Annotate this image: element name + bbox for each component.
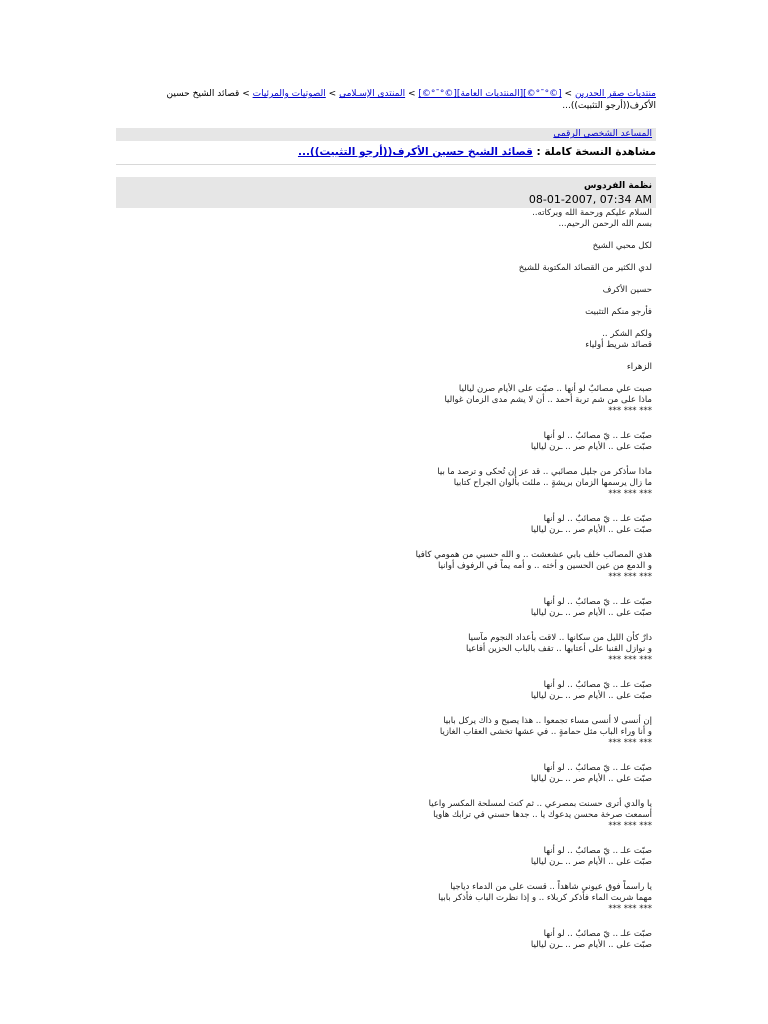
post-line: صبّت علـ .. يّ مصائبٌ .. لو أنها [543, 846, 652, 856]
post-date: 08-01-2007, 07:34 AM [528, 193, 652, 206]
post-body [116, 208, 656, 951]
breadcrumb-separator: > [242, 89, 250, 99]
verse-separator: *** *** *** [608, 655, 652, 665]
post-paragraph [120, 716, 652, 749]
post-paragraph [120, 241, 652, 252]
post-paragraph [120, 514, 652, 536]
post-paragraph [120, 329, 652, 351]
post-line: صبّت علـ .. يّ مصائبٌ .. لو أنها [543, 597, 652, 607]
post-paragraph [120, 285, 652, 296]
post-line: لدي الكثير من القصائد المكتوبة للشيخ [518, 263, 652, 273]
breadcrumb-link-forum-home[interactable]: منتديات صقر الحدرين [574, 89, 656, 99]
post-line: السلام عليكم ورحمة الله وبركاته.. [532, 208, 652, 218]
breadcrumb-separator: > [564, 89, 573, 99]
post-paragraph [120, 467, 652, 500]
post-paragraph [120, 597, 652, 619]
post-paragraph [120, 307, 652, 318]
post-line: لكل محبي الشيخ [592, 241, 652, 251]
post-paragraph [120, 362, 652, 373]
assistant-bar [116, 128, 656, 141]
personal-assistant-link[interactable]: المساعد الشخصي الرقمي [553, 129, 652, 139]
post-line: يا والدي أترى حسنت بمصرعي .. ثم كنت لمسلحة المكسر واعيا [428, 799, 652, 809]
archive-page [116, 88, 656, 951]
post-line: هذي المصائب خلف بابي عشعشت .. و الله حسبي من همومي كافيا [415, 550, 652, 560]
thread-title-link[interactable]: قصائد الشيخ حسين الأكرف((أرجو التثبيت))... [297, 146, 533, 158]
post-paragraph [120, 208, 652, 230]
post-line: قصائد شريط أولياء [585, 340, 652, 350]
post-line: الزهراء [626, 362, 652, 372]
post-line: ولكم الشكر .. [602, 329, 652, 339]
breadcrumb-current: قصائد الشيخ حسين الأكرف((أرجو التثبيت))... [166, 89, 656, 111]
post-paragraph [120, 384, 652, 417]
post-line: صبّت على .. الأيام صر .. ـرن لياليا [530, 442, 652, 452]
post-line: صبّت على .. الأيام صر .. ـرن لياليا [530, 774, 652, 784]
post-line: و أنا وراء الباب مثل حمامةٍ .. في عشها تخشى العقاب الغازيا [439, 727, 652, 737]
post-line: بسم الله الرحمن الرحيم... [558, 219, 652, 229]
verse-separator: *** *** *** [608, 572, 652, 582]
post-paragraph [120, 550, 652, 583]
post-line: ما زال يرسمها الزمان بريشةٍ .. ملئت بألوان الجراح كتابيا [453, 478, 652, 488]
post-line: صبّت على .. الأيام صر .. ـرن لياليا [530, 525, 652, 535]
post-paragraph [120, 763, 652, 785]
post-paragraph [120, 846, 652, 868]
verse-separator: *** *** *** [608, 406, 652, 416]
post-line: صبّت على .. الأيام صر .. ـرن لياليا [530, 608, 652, 618]
post-line: صبّت على .. الأيام صر .. ـرن لياليا [530, 857, 652, 867]
breadcrumb-separator: > [328, 89, 337, 99]
post-line: دارٌ كأن الليل من سكانها .. لاقت بأعداد النجوم مآسيا [468, 633, 652, 643]
verse-separator: *** *** *** [608, 821, 652, 831]
verse-separator: *** *** *** [608, 738, 652, 748]
post-paragraph [120, 929, 652, 951]
post-line: صبّت علـ .. يّ مصائبٌ .. لو أنها [543, 763, 652, 773]
view-full-version-line [116, 144, 656, 160]
breadcrumb [116, 88, 656, 112]
post-header [116, 177, 656, 208]
post-line: إن أنسى لا أنسى مساء تجمعوا .. هذا يصيح و ذاك يركل بابيا [443, 716, 652, 726]
post-line: صبّت علـ .. يّ مصائبٌ .. لو أنها [543, 514, 652, 524]
post-line: صبّت علـ .. يّ مصائبٌ .. لو أنها [543, 431, 652, 441]
post-paragraph [120, 431, 652, 453]
post-paragraph [120, 633, 652, 666]
post-paragraph [120, 680, 652, 702]
breadcrumb-link-general-forums[interactable]: [©°¯°©][المنتديات العامة][©°¯°©] [418, 89, 562, 99]
post-line: صبت علي مصائبٌ لو أنها .. صبّت على الأيام صرن لياليا [458, 384, 652, 394]
post-line: صبّت علـ .. يّ مصائبٌ .. لو أنها [543, 680, 652, 690]
post-line: صبّت على .. الأيام صر .. ـرن لياليا [530, 691, 652, 701]
post-line: ماذا سأذكر من جليل مصائبي .. قد عز إن تُحكى و ترصد ما بيا [437, 467, 652, 477]
post-line: و نوازل القنبا على أعتابها .. تقف بالباب الحزين أفاعيا [466, 644, 652, 654]
post-line: مهما شربت الماء فأذكر كربلاء .. و إذا نظرت الباب فأذكر بابيا [438, 893, 652, 903]
verse-separator: *** *** *** [608, 904, 652, 914]
post-line: صبّت علـ .. يّ مصائبٌ .. لو أنها [543, 929, 652, 939]
post-paragraph [120, 799, 652, 832]
breadcrumb-link-audio-video[interactable]: الصوتيات والمرئيات [252, 89, 326, 99]
post-line: و الدمع من عين الحسين و أخته .. و أمه يماً في الرفوف أوانيا [437, 561, 652, 571]
post-paragraph [120, 263, 652, 274]
post-paragraph [120, 882, 652, 915]
breadcrumb-link-islamic-forum[interactable]: المنتدى الإسـلامي [339, 89, 406, 99]
post-line: صبّت على .. الأيام صر .. ـرن لياليا [530, 940, 652, 950]
verse-separator: *** *** *** [608, 489, 652, 499]
breadcrumb-separator: > [407, 89, 416, 99]
post-line: ماذا على من شم تربة أحمد .. أن لا يشم مدى الزمان غواليا [444, 395, 652, 405]
post-line: يا راسماً فوق عيوني شاهداً .. قست على من الدماء دياجيا [450, 882, 652, 892]
post-line: أسمعت صرخة محسن يدعوك يا .. جدها حسني في ترابك هاويا [433, 810, 652, 820]
view-prefix: مشاهدة النسخة كاملة : [536, 146, 656, 158]
post-author: نظمة الفردوس [584, 181, 652, 191]
post-line: فأرجو منكم التثبيت [585, 307, 652, 317]
post-line: حسين الأكرف [602, 285, 652, 295]
